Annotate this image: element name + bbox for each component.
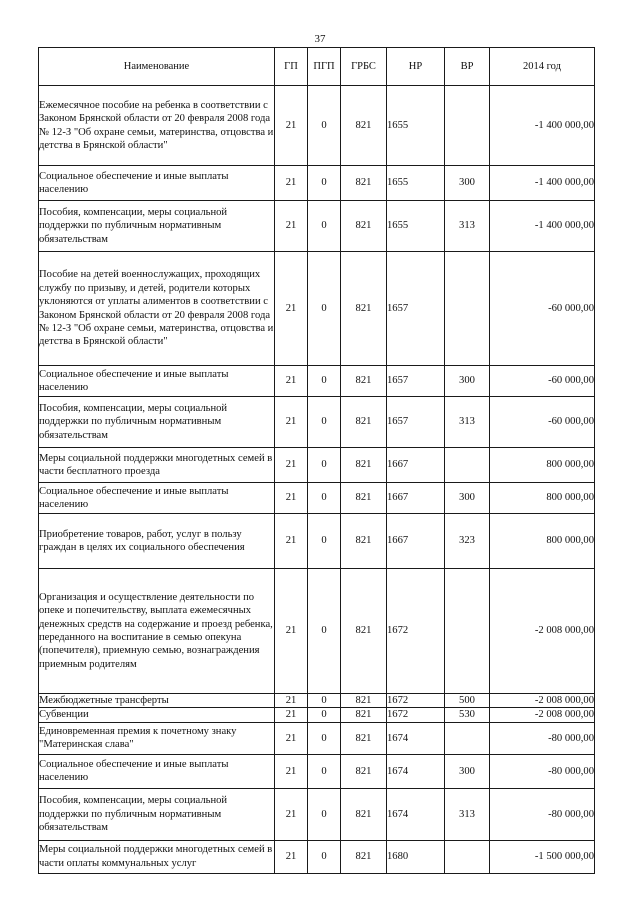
table-row bbox=[39, 201, 595, 252]
table-row bbox=[39, 252, 595, 366]
row-vr bbox=[445, 86, 490, 166]
row-nr: 1667 bbox=[387, 448, 445, 483]
row-nr: 1674 bbox=[387, 722, 445, 754]
row-name: Пособия, компенсации, меры социальной поддержки по публичным нормативным обязательствам bbox=[39, 397, 275, 448]
row-name: Организация и осуществление деятельности по опеке и попечительству, выплата ежемесячных денежных средств на содержание и проезд ребенка, переданного на воспитание в семью опекуна (попечителя), приемную семью, вознаграждения приемным родителям bbox=[39, 569, 275, 694]
row-gp: 21 bbox=[275, 708, 308, 722]
row-nr: 1657 bbox=[387, 366, 445, 397]
row-nr: 1672 bbox=[387, 708, 445, 722]
row-name: Социальное обеспечение и иные выплаты населению bbox=[39, 366, 275, 397]
row-grbs: 821 bbox=[341, 840, 387, 873]
row-gp: 21 bbox=[275, 86, 308, 166]
row-gp: 21 bbox=[275, 722, 308, 754]
table-row bbox=[39, 754, 595, 788]
row-gp: 21 bbox=[275, 166, 308, 201]
row-name: Межбюджетные трансферты bbox=[39, 694, 275, 708]
row-pgp: 0 bbox=[308, 201, 341, 252]
row-vr: 300 bbox=[445, 166, 490, 201]
row-pgp: 0 bbox=[308, 252, 341, 366]
row-vr: 500 bbox=[445, 694, 490, 708]
col-header-nr: НР bbox=[387, 48, 445, 86]
table-row bbox=[39, 722, 595, 754]
table-row bbox=[39, 86, 595, 166]
row-nr: 1672 bbox=[387, 694, 445, 708]
row-name: Социальное обеспечение и иные выплаты населению bbox=[39, 166, 275, 201]
table-row bbox=[39, 448, 595, 483]
table-row bbox=[39, 708, 595, 722]
row-amount: -60 000,00 bbox=[490, 366, 595, 397]
row-amount: -1 400 000,00 bbox=[490, 86, 595, 166]
table-row bbox=[39, 840, 595, 873]
row-amount: -2 008 000,00 bbox=[490, 569, 595, 694]
col-header-vr: ВР bbox=[445, 48, 490, 86]
row-nr: 1674 bbox=[387, 754, 445, 788]
row-grbs: 821 bbox=[341, 569, 387, 694]
row-gp: 21 bbox=[275, 788, 308, 840]
row-grbs: 821 bbox=[341, 708, 387, 722]
row-name: Пособие на детей военнослужащих, проходящих службу по призыву, и детей, родители которых уклоняются от уплаты алиментов в соответствии с Законом Брянской области от 20 февраля 2008 года № 12-З "Об охране семьи, материнства, отцовства и детства в Брянской области" bbox=[39, 252, 275, 366]
table-row bbox=[39, 788, 595, 840]
row-name: Ежемесячное пособие на ребенка в соответствии с Законом Брянской области от 20 февраля 2008 года № 12-З "Об охране семьи, материнства, отцовства и детства в Брянской области" bbox=[39, 86, 275, 166]
row-pgp: 0 bbox=[308, 722, 341, 754]
row-amount: -2 008 000,00 bbox=[490, 694, 595, 708]
row-name: Меры социальной поддержки многодетных семей в части бесплатного проезда bbox=[39, 448, 275, 483]
row-vr: 530 bbox=[445, 708, 490, 722]
row-amount: 800 000,00 bbox=[490, 483, 595, 514]
col-header-pgp: ПГП bbox=[308, 48, 341, 86]
row-vr: 313 bbox=[445, 397, 490, 448]
row-grbs: 821 bbox=[341, 86, 387, 166]
row-grbs: 821 bbox=[341, 754, 387, 788]
table-row bbox=[39, 166, 595, 201]
row-gp: 21 bbox=[275, 569, 308, 694]
col-header-name: Наименование bbox=[39, 48, 275, 86]
row-nr: 1672 bbox=[387, 569, 445, 694]
table-header-row bbox=[39, 48, 595, 86]
row-grbs: 821 bbox=[341, 483, 387, 514]
table-row bbox=[39, 514, 595, 569]
row-nr: 1674 bbox=[387, 788, 445, 840]
row-name: Меры социальной поддержки многодетных семей в части оплаты коммунальных услуг bbox=[39, 840, 275, 873]
row-pgp: 0 bbox=[308, 514, 341, 569]
row-amount: -1 400 000,00 bbox=[490, 201, 595, 252]
row-name: Пособия, компенсации, меры социальной поддержки по публичным нормативным обязательствам bbox=[39, 201, 275, 252]
row-gp: 21 bbox=[275, 483, 308, 514]
row-pgp: 0 bbox=[308, 397, 341, 448]
row-amount: -1 400 000,00 bbox=[490, 166, 595, 201]
col-header-gp: ГП bbox=[275, 48, 308, 86]
row-amount: -80 000,00 bbox=[490, 722, 595, 754]
row-name: Приобретение товаров, работ, услуг в пользу граждан в целях их социального обеспечения bbox=[39, 514, 275, 569]
row-pgp: 0 bbox=[308, 366, 341, 397]
row-nr: 1667 bbox=[387, 514, 445, 569]
table-row bbox=[39, 397, 595, 448]
row-gp: 21 bbox=[275, 448, 308, 483]
table-row bbox=[39, 366, 595, 397]
row-vr: 313 bbox=[445, 201, 490, 252]
row-pgp: 0 bbox=[308, 708, 341, 722]
row-gp: 21 bbox=[275, 514, 308, 569]
row-name: Пособия, компенсации, меры социальной поддержки по публичным нормативным обязательствам bbox=[39, 788, 275, 840]
row-nr: 1655 bbox=[387, 166, 445, 201]
row-name: Социальное обеспечение и иные выплаты населению bbox=[39, 483, 275, 514]
row-grbs: 821 bbox=[341, 514, 387, 569]
row-amount: 800 000,00 bbox=[490, 448, 595, 483]
row-grbs: 821 bbox=[341, 397, 387, 448]
row-gp: 21 bbox=[275, 252, 308, 366]
row-nr: 1657 bbox=[387, 252, 445, 366]
row-nr: 1680 bbox=[387, 840, 445, 873]
row-grbs: 821 bbox=[341, 166, 387, 201]
row-grbs: 821 bbox=[341, 201, 387, 252]
row-pgp: 0 bbox=[308, 448, 341, 483]
row-vr bbox=[445, 569, 490, 694]
row-amount: -80 000,00 bbox=[490, 754, 595, 788]
col-header-year: 2014 год bbox=[490, 48, 595, 86]
budget-table bbox=[38, 47, 595, 874]
row-nr: 1657 bbox=[387, 397, 445, 448]
row-pgp: 0 bbox=[308, 166, 341, 201]
row-vr bbox=[445, 448, 490, 483]
row-pgp: 0 bbox=[308, 788, 341, 840]
table-row bbox=[39, 694, 595, 708]
row-gp: 21 bbox=[275, 397, 308, 448]
row-amount: 800 000,00 bbox=[490, 514, 595, 569]
row-name: Единовременная премия к почетному знаку "Материнская слава" bbox=[39, 722, 275, 754]
row-grbs: 821 bbox=[341, 448, 387, 483]
row-name: Субвенции bbox=[39, 708, 275, 722]
page-number: 37 bbox=[314, 33, 326, 45]
row-gp: 21 bbox=[275, 754, 308, 788]
row-grbs: 821 bbox=[341, 252, 387, 366]
row-vr: 300 bbox=[445, 754, 490, 788]
row-grbs: 821 bbox=[341, 366, 387, 397]
row-vr bbox=[445, 252, 490, 366]
col-header-grbs: ГРБС bbox=[341, 48, 387, 86]
row-name: Социальное обеспечение и иные выплаты населению bbox=[39, 754, 275, 788]
row-nr: 1655 bbox=[387, 86, 445, 166]
row-vr: 300 bbox=[445, 483, 490, 514]
row-nr: 1667 bbox=[387, 483, 445, 514]
row-pgp: 0 bbox=[308, 694, 341, 708]
row-pgp: 0 bbox=[308, 754, 341, 788]
row-amount: -60 000,00 bbox=[490, 252, 595, 366]
row-gp: 21 bbox=[275, 201, 308, 252]
row-gp: 21 bbox=[275, 840, 308, 873]
row-amount: -60 000,00 bbox=[490, 397, 595, 448]
row-nr: 1655 bbox=[387, 201, 445, 252]
row-vr bbox=[445, 722, 490, 754]
table-row bbox=[39, 483, 595, 514]
row-grbs: 821 bbox=[341, 722, 387, 754]
row-pgp: 0 bbox=[308, 86, 341, 166]
row-pgp: 0 bbox=[308, 840, 341, 873]
row-vr bbox=[445, 840, 490, 873]
row-grbs: 821 bbox=[341, 694, 387, 708]
row-gp: 21 bbox=[275, 694, 308, 708]
table-row bbox=[39, 569, 595, 694]
row-amount: -1 500 000,00 bbox=[490, 840, 595, 873]
row-vr: 323 bbox=[445, 514, 490, 569]
row-grbs: 821 bbox=[341, 788, 387, 840]
row-pgp: 0 bbox=[308, 569, 341, 694]
row-gp: 21 bbox=[275, 366, 308, 397]
row-pgp: 0 bbox=[308, 483, 341, 514]
row-vr: 300 bbox=[445, 366, 490, 397]
row-vr: 313 bbox=[445, 788, 490, 840]
row-amount: -2 008 000,00 bbox=[490, 708, 595, 722]
row-amount: -80 000,00 bbox=[490, 788, 595, 840]
